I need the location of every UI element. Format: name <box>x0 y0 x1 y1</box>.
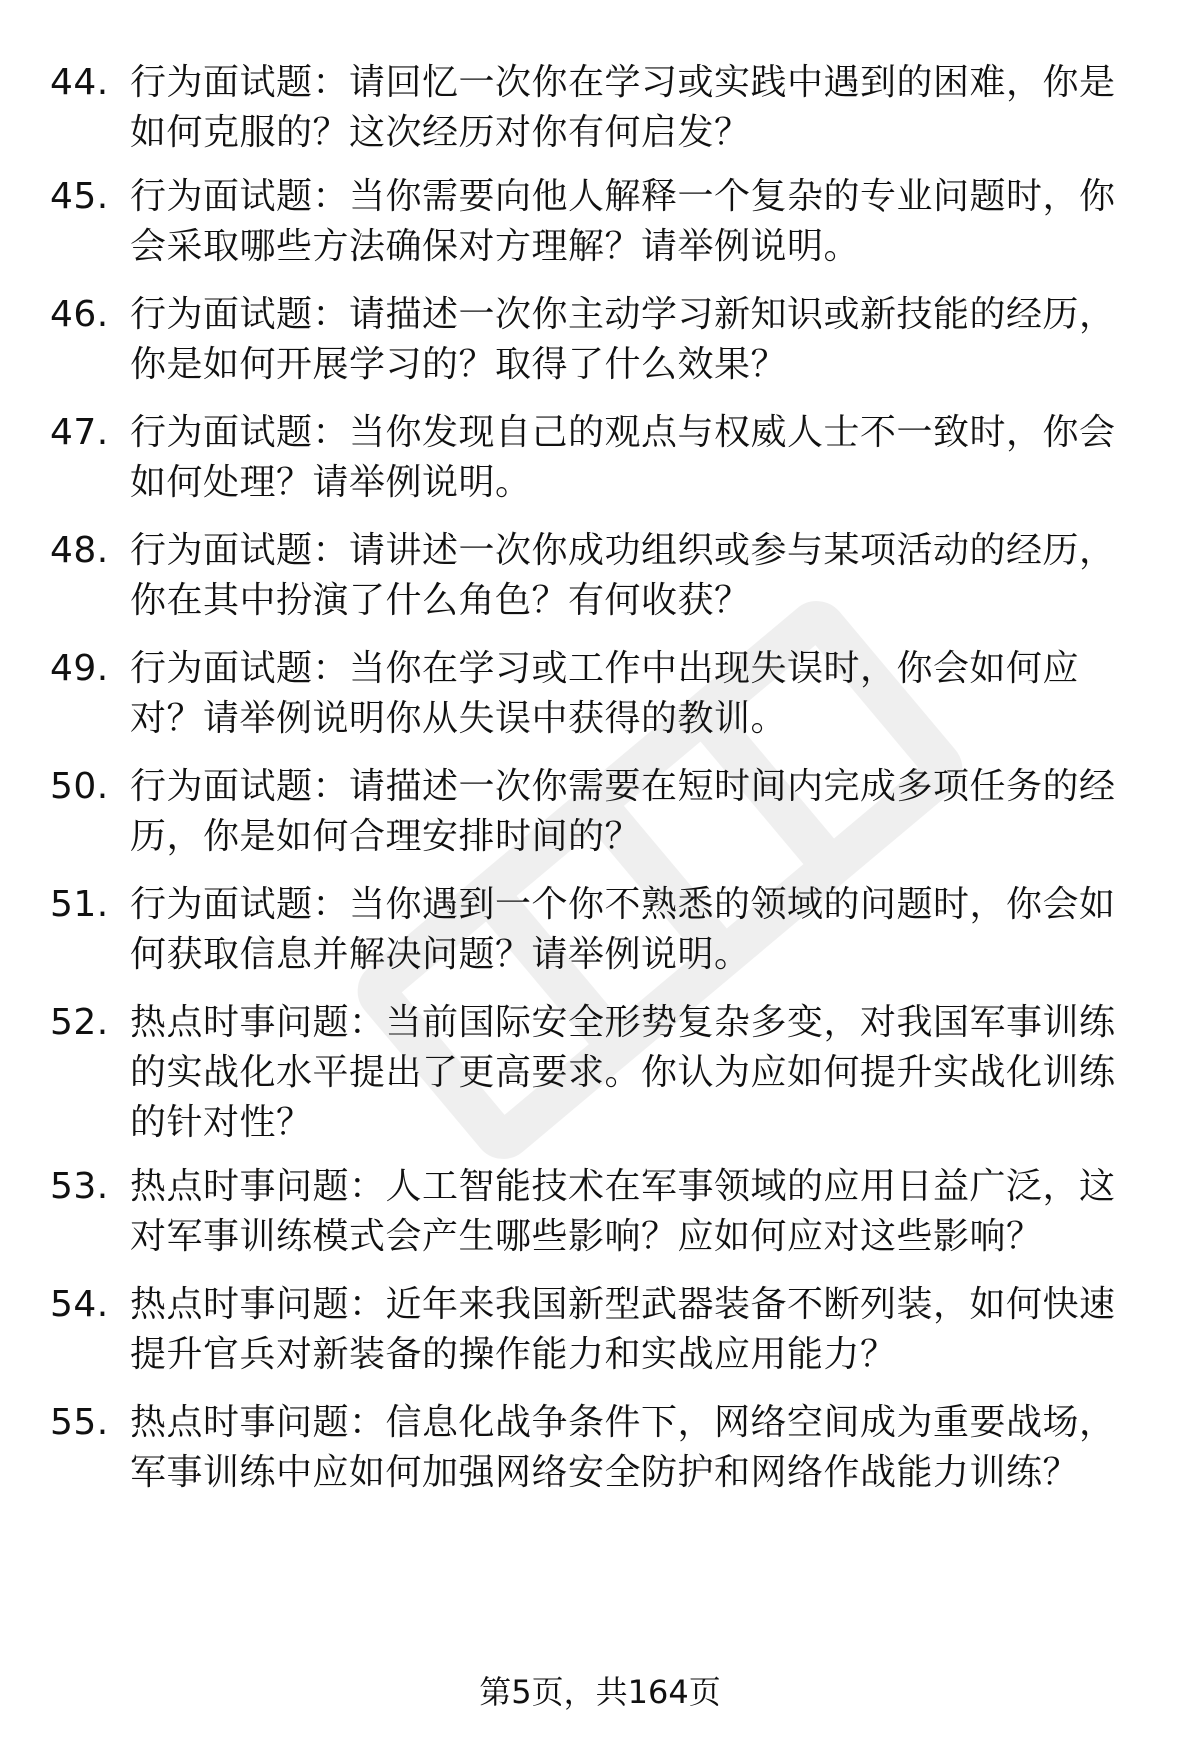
question-text: 热点时事问题：近年来我国新型武器装备不断列装，如何快速提升官兵对新装备的操作能力和实战应用能力？ <box>130 1284 1116 1375</box>
question-text: 热点时事问题：人工智能技术在军事领域的应用日益广泛，这对军事训练模式会产生哪些影响？应如何应对这些影响？ <box>130 1166 1116 1257</box>
question-text: 行为面试题：请描述一次你需要在短时间内完成多项任务的经历，你是如何合理安排时间的？ <box>130 766 1116 857</box>
question-text: 行为面试题：当你遇到一个你不熟悉的领域的问题时，你会如何获取信息并解决问题？请举例说明。 <box>130 884 1116 975</box>
question-text: 行为面试题：请描述一次你主动学习新知识或新技能的经历，你是如何开展学习的？取得了什么效果？ <box>130 294 1116 385</box>
question-number: 45. <box>50 176 109 217</box>
question-text: 热点时事问题：信息化战争条件下，网络空间成为重要战场，军事训练中应如何加强网络安全防护和网络作战能力训练？ <box>130 1402 1116 1493</box>
question-number: 55. <box>50 1402 109 1443</box>
question-number: 50. <box>50 766 109 807</box>
question-text: 行为面试题：请回忆一次你在学习或实践中遇到的困难，你是如何克服的？这次经历对你有何启发？ <box>130 62 1116 153</box>
question-text: 行为面试题：请讲述一次你成功组织或参与某项活动的经历，你在其中扮演了什么角色？有何收获？ <box>130 530 1116 621</box>
page-number-footer: 第5页，共164页 <box>479 1673 721 1711</box>
question-text: 热点时事问题：当前国际安全形势复杂多变，对我国军事训练的实战化水平提出了更高要求。你认为应如何提升实战化训练的针对性？ <box>130 1002 1116 1143</box>
question-text: 行为面试题：当你需要向他人解释一个复杂的专业问题时，你会采取哪些方法确保对方理解？请举例说明。 <box>130 176 1116 267</box>
question-number: 44. <box>50 62 109 103</box>
question-number: 46. <box>50 294 109 335</box>
question-text: 行为面试题：当你发现自己的观点与权威人士不一致时，你会如何处理？请举例说明。 <box>130 412 1116 503</box>
question-number: 53. <box>50 1166 109 1207</box>
question-number: 48. <box>50 530 109 571</box>
question-number: 51. <box>50 884 109 925</box>
question-text: 行为面试题：当你在学习或工作中出现失误时，你会如何应对？请举例说明你从失误中获得的教训。 <box>130 648 1080 739</box>
question-number: 52. <box>50 1002 109 1043</box>
question-number: 49. <box>50 648 109 689</box>
question-number: 47. <box>50 412 109 453</box>
question-number: 54. <box>50 1284 109 1325</box>
